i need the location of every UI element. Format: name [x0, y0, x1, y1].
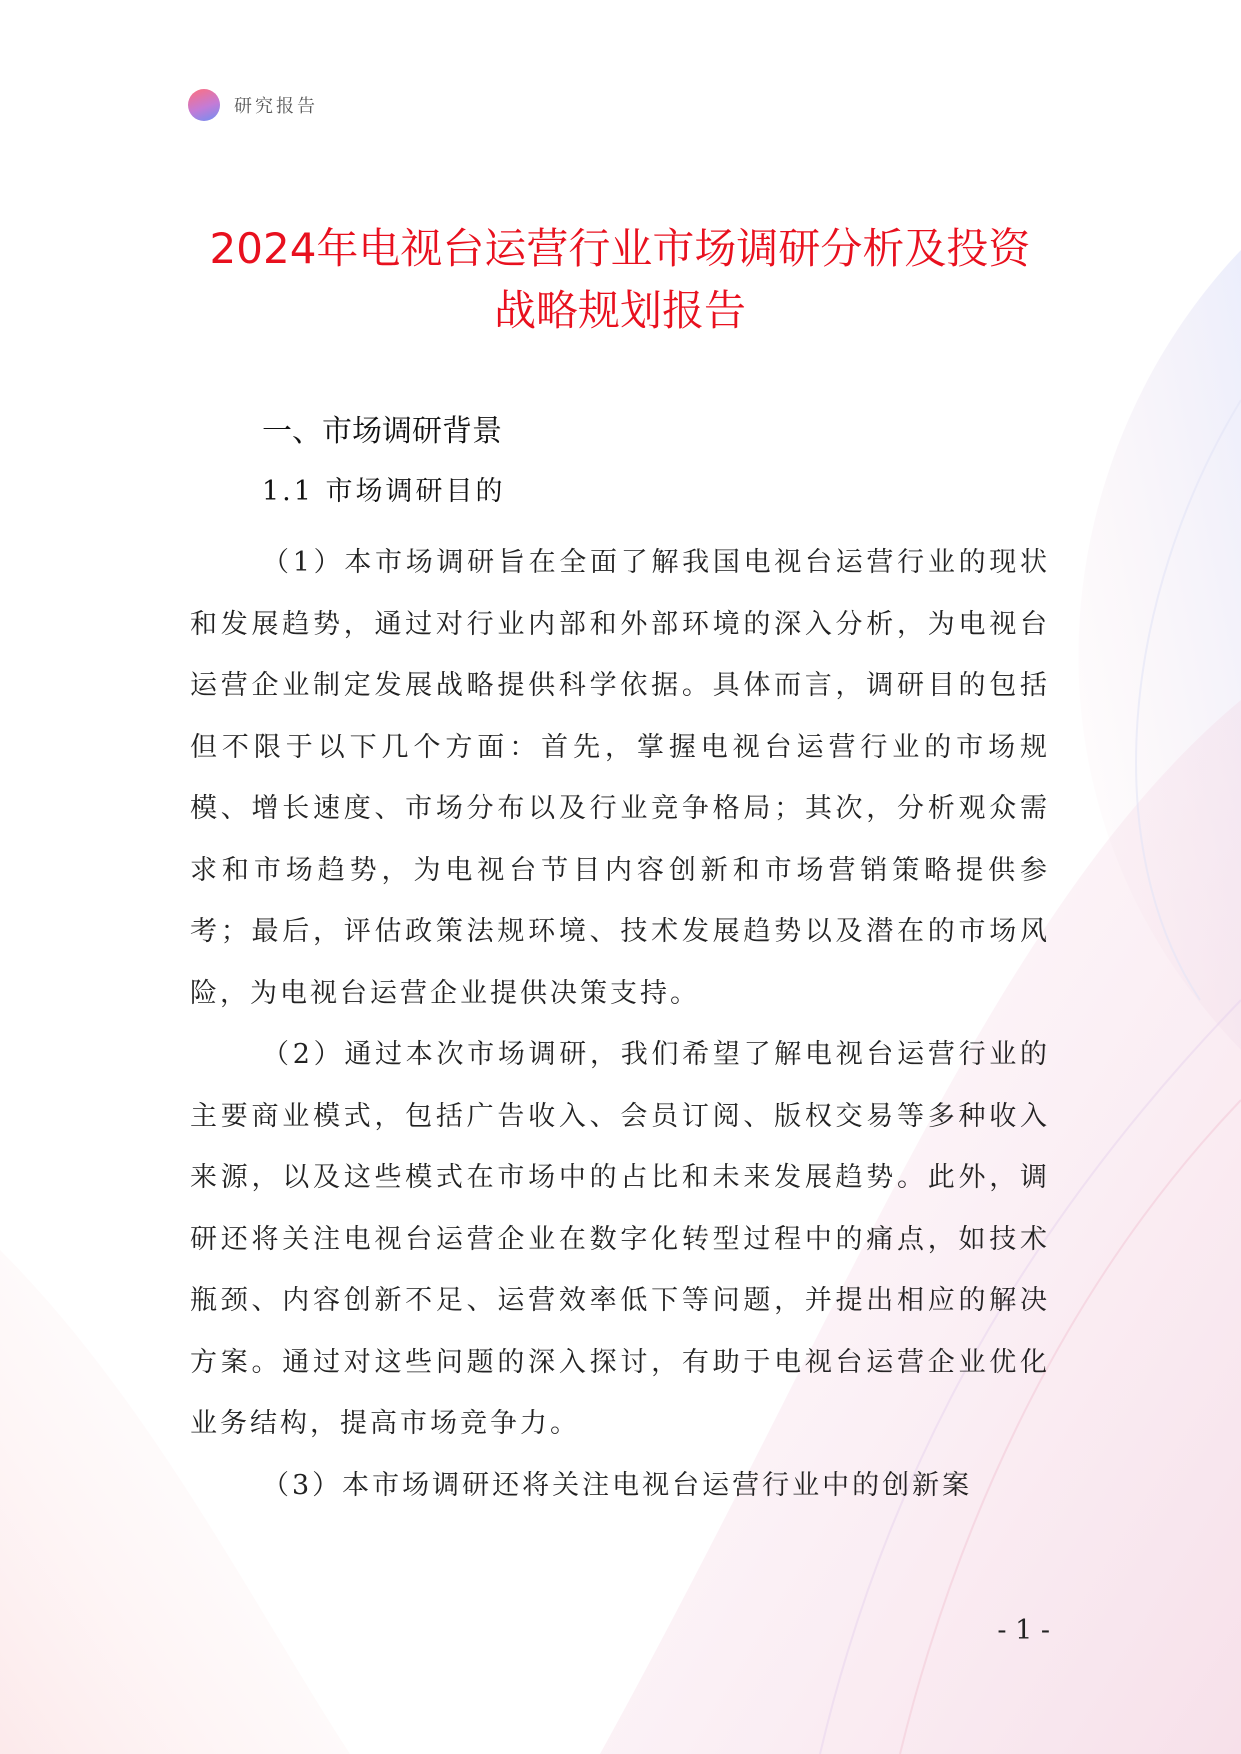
paragraph-3: （3）本市场调研还将关注电视台运营行业中的创新案	[262, 1469, 973, 1501]
header-label: 研究报告	[234, 96, 318, 117]
paragraph-2: （2）通过本次市场调研，我们希望了解电视台运营行业的主要商业模式，包括广告收入、会员订阅、版权交易等多种收入来源，以及这些模式在市场中的占比和未来发展趋势。此外，调研还将关注电视台运营企业在数字化转型过程中的痛点，如技术瓶颈、内容创新不足、运营效率低下等问题，并提出相应的解决方案。通过对这些问题的深入探讨，有助于电视台运营企业优化业务结构，提高市场竞争力。	[190, 1039, 1050, 1439]
sub-heading: 1.1 市场调研目的	[262, 476, 506, 507]
paragraph-1: （1）本市场调研旨在全面了解我国电视台运营行业的现状和发展趋势，通过对行业内部和外部环境的深入分析，为电视台运营企业制定发展战略提供科学依据。具体而言，调研目的包括但不限于以下几个方面：首先，掌握电视台运营行业的市场规模、增长速度、市场分布以及行业竞争格局；其次，分析观众需求和市场趋势，为电视台节目内容创新和市场营销策略提供参考；最后，评估政策法规环境、技术发展趋势以及潜在的市场风险，为电视台运营企业提供决策支持。	[190, 547, 1050, 1009]
report-header	[188, 88, 318, 122]
logo-circle-icon	[188, 89, 220, 121]
page-number: - 1 -	[997, 1615, 1050, 1646]
document-body	[190, 412, 1050, 1516]
document-title: 2024年电视台运营行业市场调研分析及投资战略规划报告	[209, 224, 1031, 335]
section-heading: 一、市场调研背景	[262, 414, 502, 449]
